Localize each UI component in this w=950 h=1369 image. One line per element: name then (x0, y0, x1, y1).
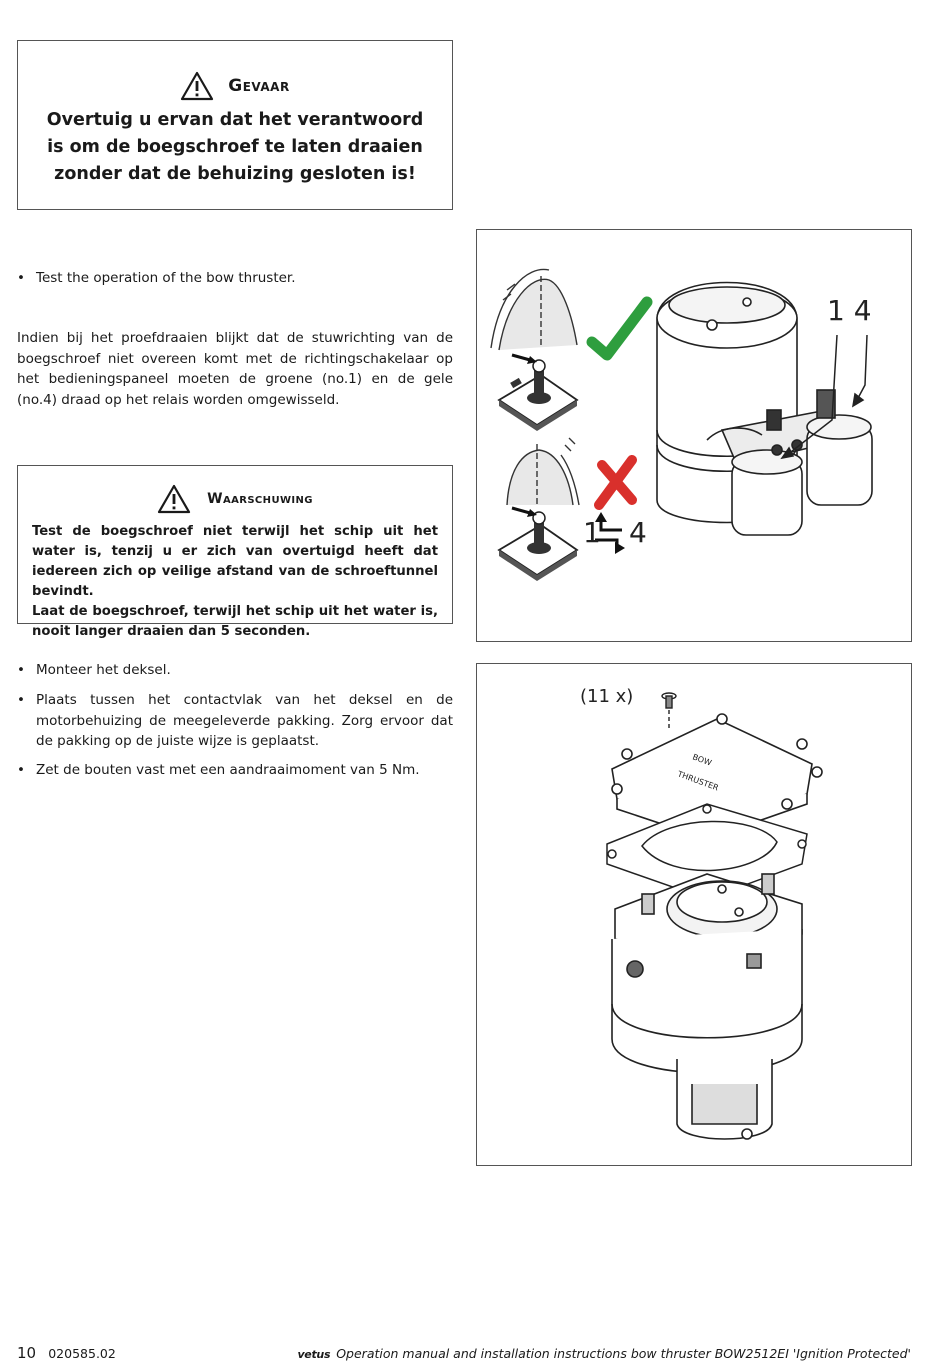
hull-illustration-top (491, 269, 577, 350)
document-code: 020585.02 (48, 1346, 116, 1361)
danger-box (17, 40, 453, 210)
hull-illustration-bottom (507, 438, 579, 506)
figure-cover-assembly (476, 663, 912, 1166)
bullet-dot: • (17, 692, 25, 708)
list-item (17, 660, 453, 681)
label-wire-numbers: 1 4 (827, 294, 872, 327)
list-item-text: Test the operation of the bow thruster. (36, 270, 296, 286)
page-number: 10 (17, 1344, 37, 1362)
motor-housing-illustration (612, 874, 802, 1139)
danger-title: Gevaar (228, 76, 290, 96)
document-title: Operation manual and installation instructions bow thruster BOW2512EI 'Ignition Protected' (336, 1346, 911, 1361)
list-item-text: Zet de bouten vast met een aandraaimoment van 5 Nm. (36, 762, 420, 778)
list-item (17, 690, 453, 752)
label-swap-right: 4 (629, 516, 647, 549)
warning-text-2: Laat de boegschroef, terwijl het schip uit het water is, nooit langer draaien dan 5 seconden. (32, 604, 438, 639)
brand-logo: vetus (297, 1348, 331, 1361)
list-item (17, 760, 453, 781)
warning-triangle-icon (180, 71, 214, 101)
control-panel-top (499, 355, 577, 431)
label-swap-left: 1 (583, 516, 601, 549)
cross-icon (599, 460, 632, 505)
warning-box (17, 465, 453, 639)
svg-text:THRUSTER: THRUSTER (676, 769, 720, 793)
warning-text-1: Test de boegschroef niet terwijl het schip uit het water is, tenzij u er zich van overtuigd heeft dat iedereen zich op veilige afstand van de schroeftunnel bevindt. (32, 524, 438, 599)
control-panel-bottom (499, 508, 577, 581)
danger-heading (18, 71, 452, 101)
list-item-text: Monteer het deksel. (36, 662, 171, 678)
bolt-quantity-label: (11 x) (580, 686, 634, 707)
danger-text: Overtuig u ervan dat het verantwoord is om de boegschroef te laten draaien zonder dat de behuizing gesloten is! (46, 110, 424, 184)
svg-text:BOW: BOW (691, 752, 713, 768)
warning-heading (18, 484, 452, 514)
footer-left (17, 1344, 116, 1362)
list-item-text: Plaats tussen het contactvlak van het deksel en de motorbehuizing de meegeleverde pakking. Zorg ervoor dat de pakking op de juiste wijze is geplaatst. (36, 692, 453, 749)
bullet-dot: • (17, 662, 25, 678)
warning-title: Waarschuwing (207, 491, 313, 507)
instruction-paragraph: Indien bij het proefdraaien blijkt dat de stuwrichting van de boegschroef niet overeen komt met de richtingschakelaar op het bedieningspaneel moeten de groene (no.1) en de gele (no.4) draad op het relais worden omgewisseld. (17, 330, 453, 408)
bullet-dot: • (17, 270, 25, 286)
bullet-dot: • (17, 762, 25, 778)
bolt-icon (662, 693, 676, 730)
page-footer (17, 1344, 911, 1362)
list-item (17, 268, 453, 289)
check-icon (592, 302, 647, 355)
warning-triangle-icon (157, 484, 191, 514)
footer-right (297, 1346, 911, 1361)
figure-wiring-check (476, 229, 912, 642)
